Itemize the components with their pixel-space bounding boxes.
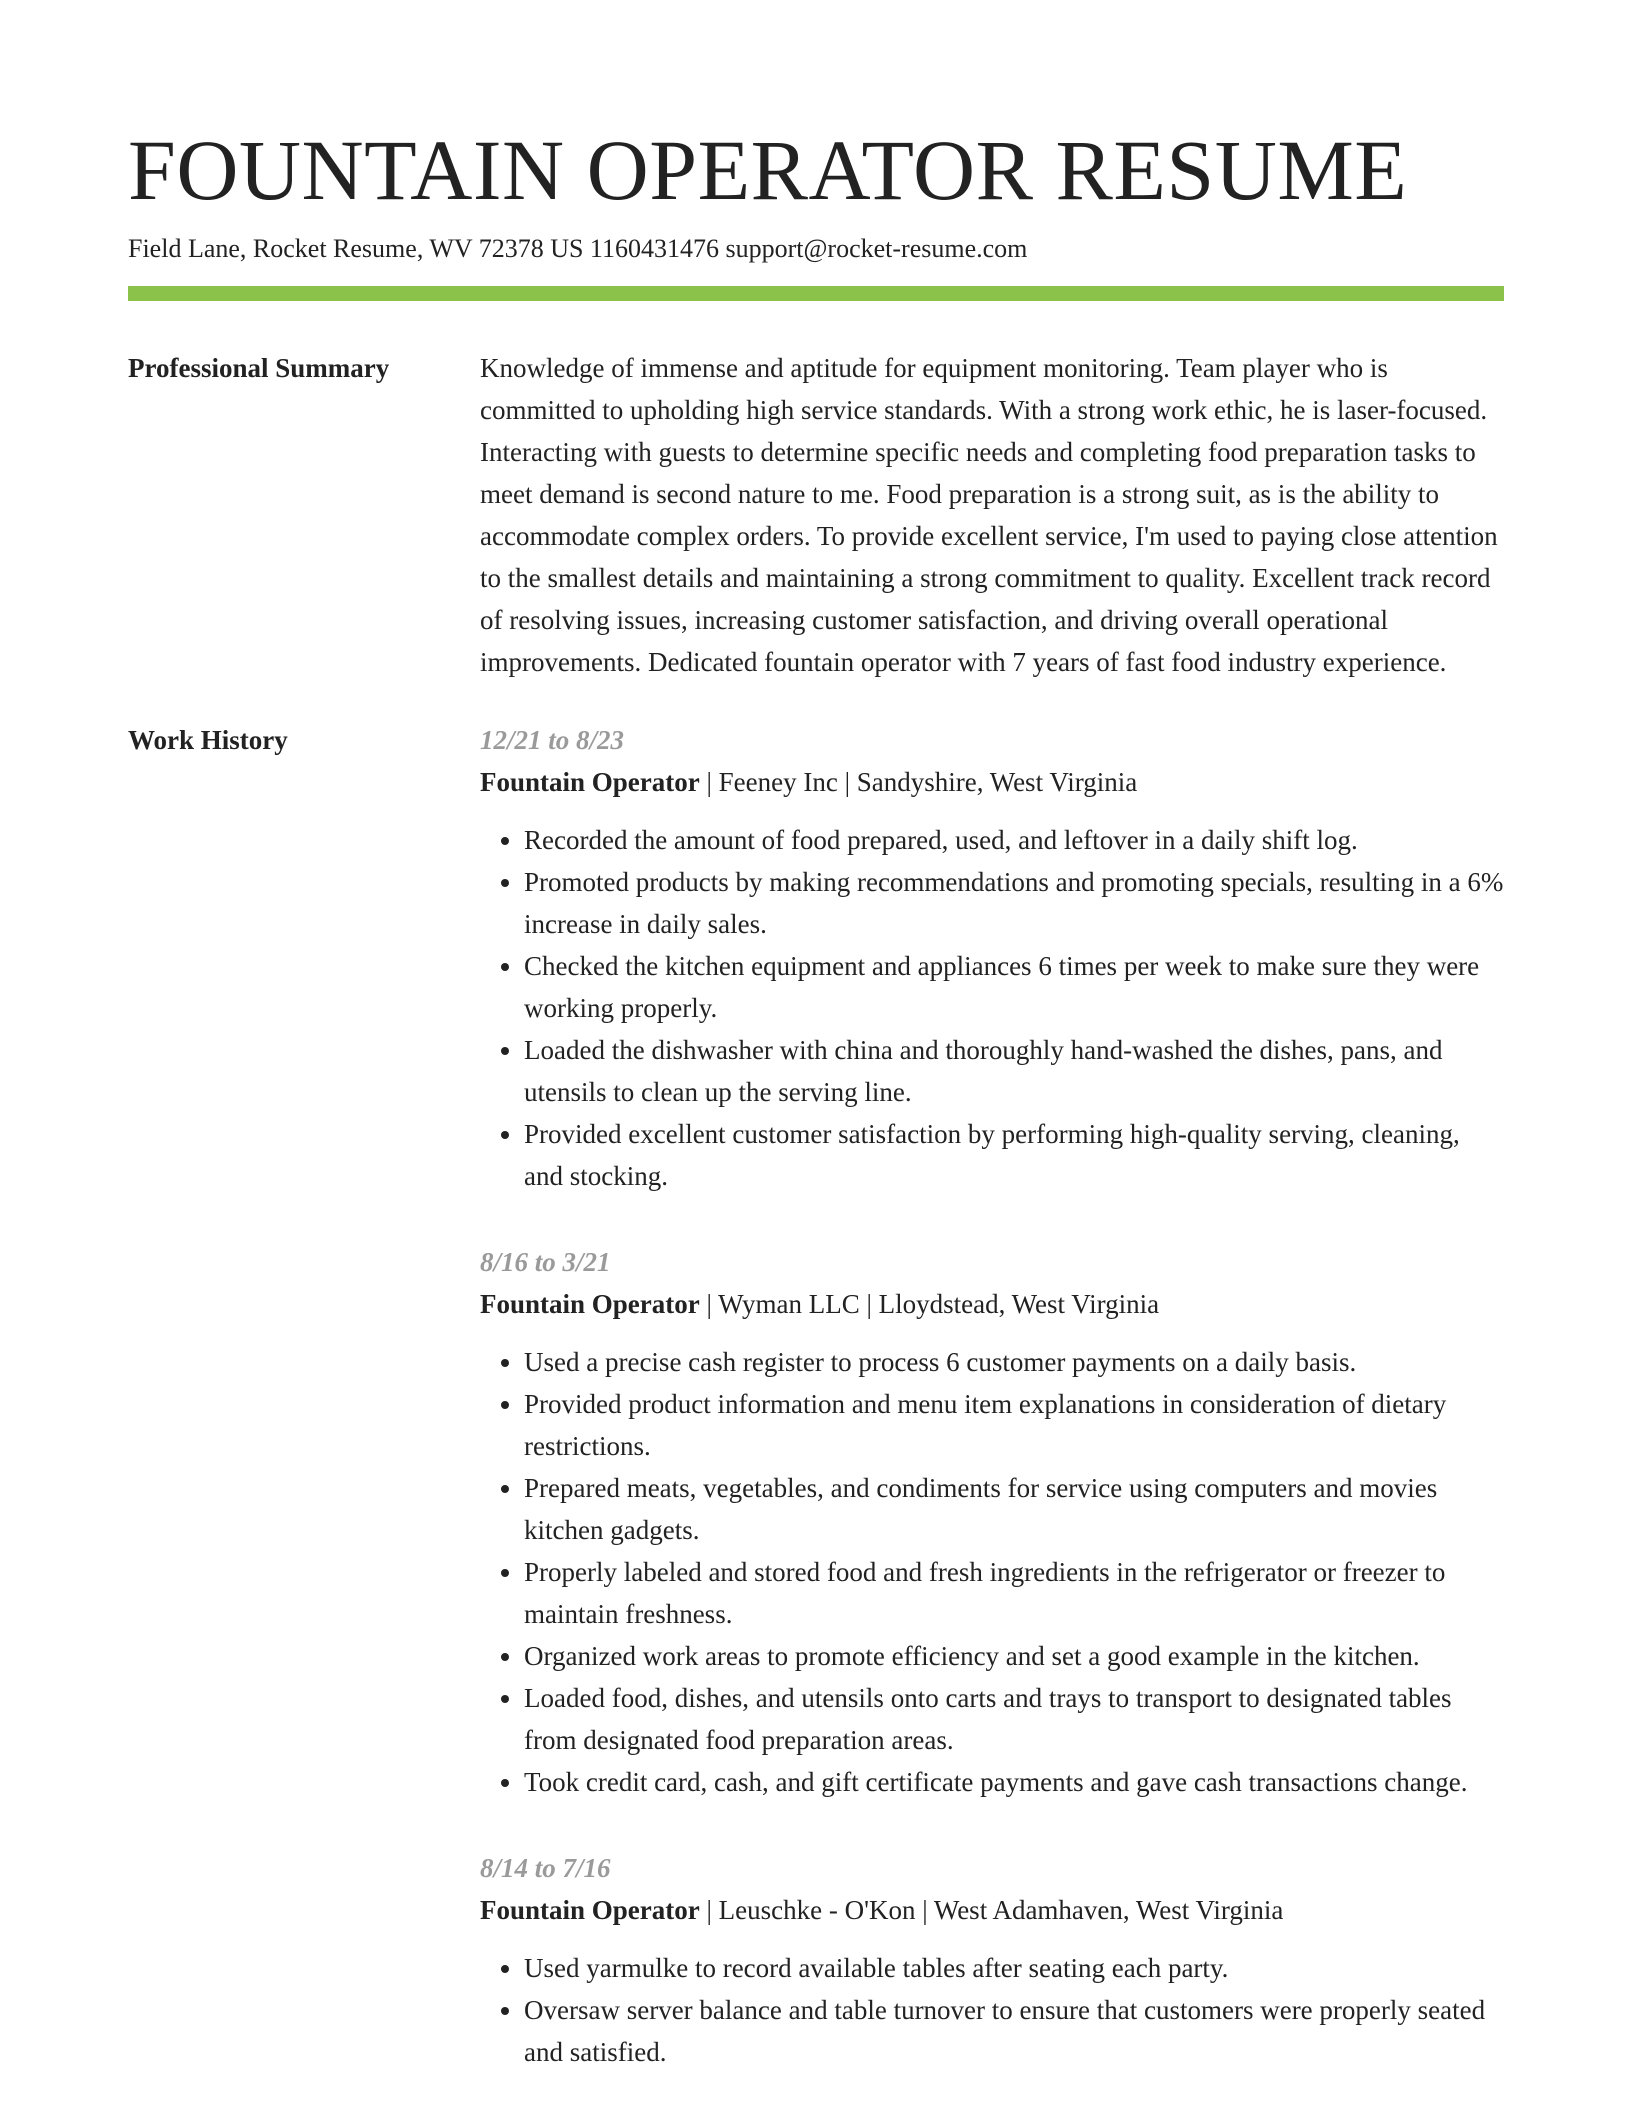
job-details: | Wyman LLC | Lloydstead, West Virginia bbox=[699, 1289, 1160, 1319]
job-title: Fountain Operator bbox=[480, 1895, 700, 1925]
job-entry bbox=[480, 1847, 1504, 2073]
duty-list bbox=[480, 1341, 1504, 1803]
duty-item: • Recorded the amount of food prepared, used, and leftover in a daily shift log. bbox=[524, 819, 1504, 861]
resume-title: FOUNTAIN OPERATOR RESUME bbox=[128, 122, 1408, 218]
duty-item: • Prepared meats, vegetables, and condiments for service using computers and movies kitchen gadgets. bbox=[524, 1467, 1504, 1551]
job-title: Fountain Operator bbox=[480, 1289, 700, 1319]
duty-list bbox=[480, 1947, 1504, 2073]
job-entry bbox=[480, 1241, 1504, 1803]
contact-line: Field Lane, Rocket Resume, WV 72378 US 1160431476 support@rocket-resume.com bbox=[128, 234, 1028, 263]
job-heading bbox=[480, 761, 1504, 803]
summary-label: Professional Summary bbox=[128, 353, 390, 383]
duty-item: • Used a precise cash register to process 6 customer payments on a daily basis. bbox=[524, 1341, 1504, 1383]
job-heading bbox=[480, 1283, 1504, 1325]
duty-item: • Oversaw server balance and table turnover to ensure that customers were properly seated and satisfied. bbox=[524, 1989, 1504, 2073]
duty-item: • Checked the kitchen equipment and appliances 6 times per week to make sure they were working properly. bbox=[524, 945, 1504, 1029]
duty-item: • Properly labeled and stored food and fresh ingredients in the refrigerator or freezer to maintain freshness. bbox=[524, 1551, 1504, 1635]
duty-item: • Loaded food, dishes, and utensils onto carts and trays to transport to designated tables from designated food preparation areas. bbox=[524, 1677, 1504, 1761]
job-details: | Leuschke - O'Kon | West Adamhaven, West Virginia bbox=[699, 1895, 1284, 1925]
duty-item: • Provided excellent customer satisfaction by performing high-quality serving, cleaning, and stocking. bbox=[524, 1113, 1504, 1197]
summary-section bbox=[128, 347, 1504, 683]
duty-item: • Took credit card, cash, and gift certificate payments and gave cash transactions change. bbox=[524, 1761, 1504, 1803]
work-history-body bbox=[480, 719, 1504, 2117]
job-heading bbox=[480, 1889, 1504, 1931]
resume-page bbox=[128, 120, 1504, 2117]
job-title: Fountain Operator bbox=[480, 767, 700, 797]
duty-item: • Loaded the dishwasher with china and thoroughly hand-washed the dishes, pans, and utensils to clean up the serving line. bbox=[524, 1029, 1504, 1113]
summary-text: Knowledge of immense and aptitude for equipment monitoring. Team player who is committed to upholding high service standards. With a strong work ethic, he is laser-focused. Interacting with guests to determine specific needs and completing food preparation tasks to meet demand is second nature to me. Food preparation is a strong suit, as is the ability to accommodate complex orders. To provide excellent service, I'm used to paying close attention to the smallest details and maintaining a strong commitment to quality. Excellent track record of resolving issues, increasing customer satisfaction, and driving overall operational improvements. Dedicated fountain operator with 7 years of fast food industry experience. bbox=[480, 353, 1498, 677]
header-divider bbox=[128, 286, 1504, 301]
job-dates: 12/21 to 8/23 bbox=[480, 725, 625, 755]
duty-item: • Organized work areas to promote efficiency and set a good example in the kitchen. bbox=[524, 1635, 1504, 1677]
duty-item: • Provided product information and menu item explanations in consideration of dietary restrictions. bbox=[524, 1383, 1504, 1467]
job-details: | Feeney Inc | Sandyshire, West Virginia bbox=[699, 767, 1138, 797]
job-dates: 8/16 to 3/21 bbox=[480, 1247, 611, 1277]
duty-list bbox=[480, 819, 1504, 1197]
job-dates: 8/14 to 7/16 bbox=[480, 1853, 611, 1883]
duty-item: • Used yarmulke to record available tables after seating each party. bbox=[524, 1947, 1504, 1989]
work-history-label: Work History bbox=[128, 725, 288, 755]
job-entry bbox=[480, 719, 1504, 1197]
duty-item: • Promoted products by making recommendations and promoting specials, resulting in a 6% increase in daily sales. bbox=[524, 861, 1504, 945]
summary-body bbox=[480, 347, 1504, 683]
work-history-section bbox=[128, 719, 1504, 2117]
